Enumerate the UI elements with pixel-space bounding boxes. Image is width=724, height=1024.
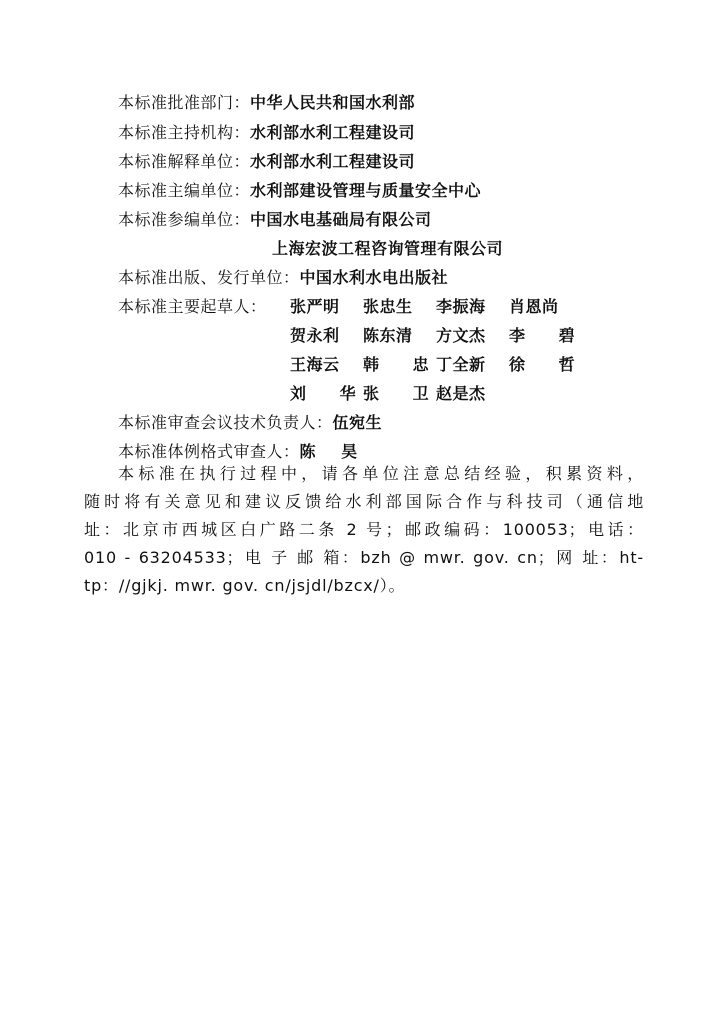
notice-line: 本标准在执行过程中，请各单位注意总结经验，积累资料， [118,464,644,483]
drafter-name: 徐 哲 [509,355,589,374]
credit-value: 水利部水利工程建设司 [250,152,416,171]
drafters-label: 本标准主要起草人： [118,297,267,316]
notice-paragraph [84,460,644,600]
credit-value: 中国水利水电出版社 [299,268,449,287]
notice-line: 010 - 63204533；电 子 邮 箱：bzh @ mwr. gov. cn；网 址：ht- [84,548,644,567]
drafter-name: 王海云 [290,355,340,374]
notice-line: 址：北京市西城区白广路二条 2 号；邮政编码：100053；电话： [84,520,644,539]
drafter-name: 肖恩尚 [509,297,559,316]
drafter-name: 陈东清 [363,326,413,345]
reviewer-technical-lead [118,413,382,433]
reviewer-value: 伍宛生 [332,413,383,432]
notice-line: 随时将有关意见和建议反馈给水利部国际合作与科技司（通信地 [84,492,644,511]
credit-participating-unit [118,210,432,230]
credit-label: 本标准出版、发行单位： [118,268,300,287]
drafters-row [290,297,582,317]
drafter-name: 刘 华 [290,384,370,403]
credit-label: 本标准批准部门： [118,93,251,112]
credit-value: 上海宏波工程咨询管理有限公司 [272,239,504,258]
drafters-row [290,355,589,375]
credit-approving-department [118,93,415,113]
credit-participating-unit-2 [272,239,503,259]
credit-value: 中华人民共和国水利部 [250,93,416,112]
credit-value: 水利部建设管理与质量安全中心 [250,181,482,200]
credit-interpreting-unit [118,152,415,172]
drafter-name: 李振海 [436,297,486,316]
drafter-name: 张严明 [290,297,340,316]
credit-presiding-organization [118,123,415,143]
drafter-name: 赵是杰 [436,384,486,403]
drafter-name: 张忠生 [363,297,413,316]
credit-value: 中国水电基础局有限公司 [250,210,432,229]
drafter-name: 方文杰 [436,326,486,345]
drafter-name: 丁全新 [436,355,486,374]
drafter-name: 李 碧 [509,326,589,345]
drafters-row [290,384,509,404]
reviewer-format [118,442,367,462]
drafters-row [290,326,589,346]
credit-value: 水利部水利工程建设司 [250,123,416,142]
credit-label: 本标准主持机构： [118,123,251,142]
credit-label: 本标准主编单位： [118,181,251,200]
reviewer-label: 本标准审查会议技术负责人： [118,413,333,432]
credit-publisher [118,268,448,288]
drafter-name: 张 卫 [363,384,443,403]
drafter-name: 韩 忠 [363,355,443,374]
credit-label: 本标准参编单位： [118,210,251,229]
notice-line: tp：//gjkj. mwr. gov. cn/jsjdl/bzcx/）。 [84,576,406,595]
reviewer-label: 本标准体例格式审查人： [118,442,300,461]
drafter-name: 贺永利 [290,326,340,345]
reviewer-value: 陈 昊 [299,442,368,461]
credit-label: 本标准解释单位： [118,152,251,171]
credit-chief-editor-unit [118,181,481,201]
